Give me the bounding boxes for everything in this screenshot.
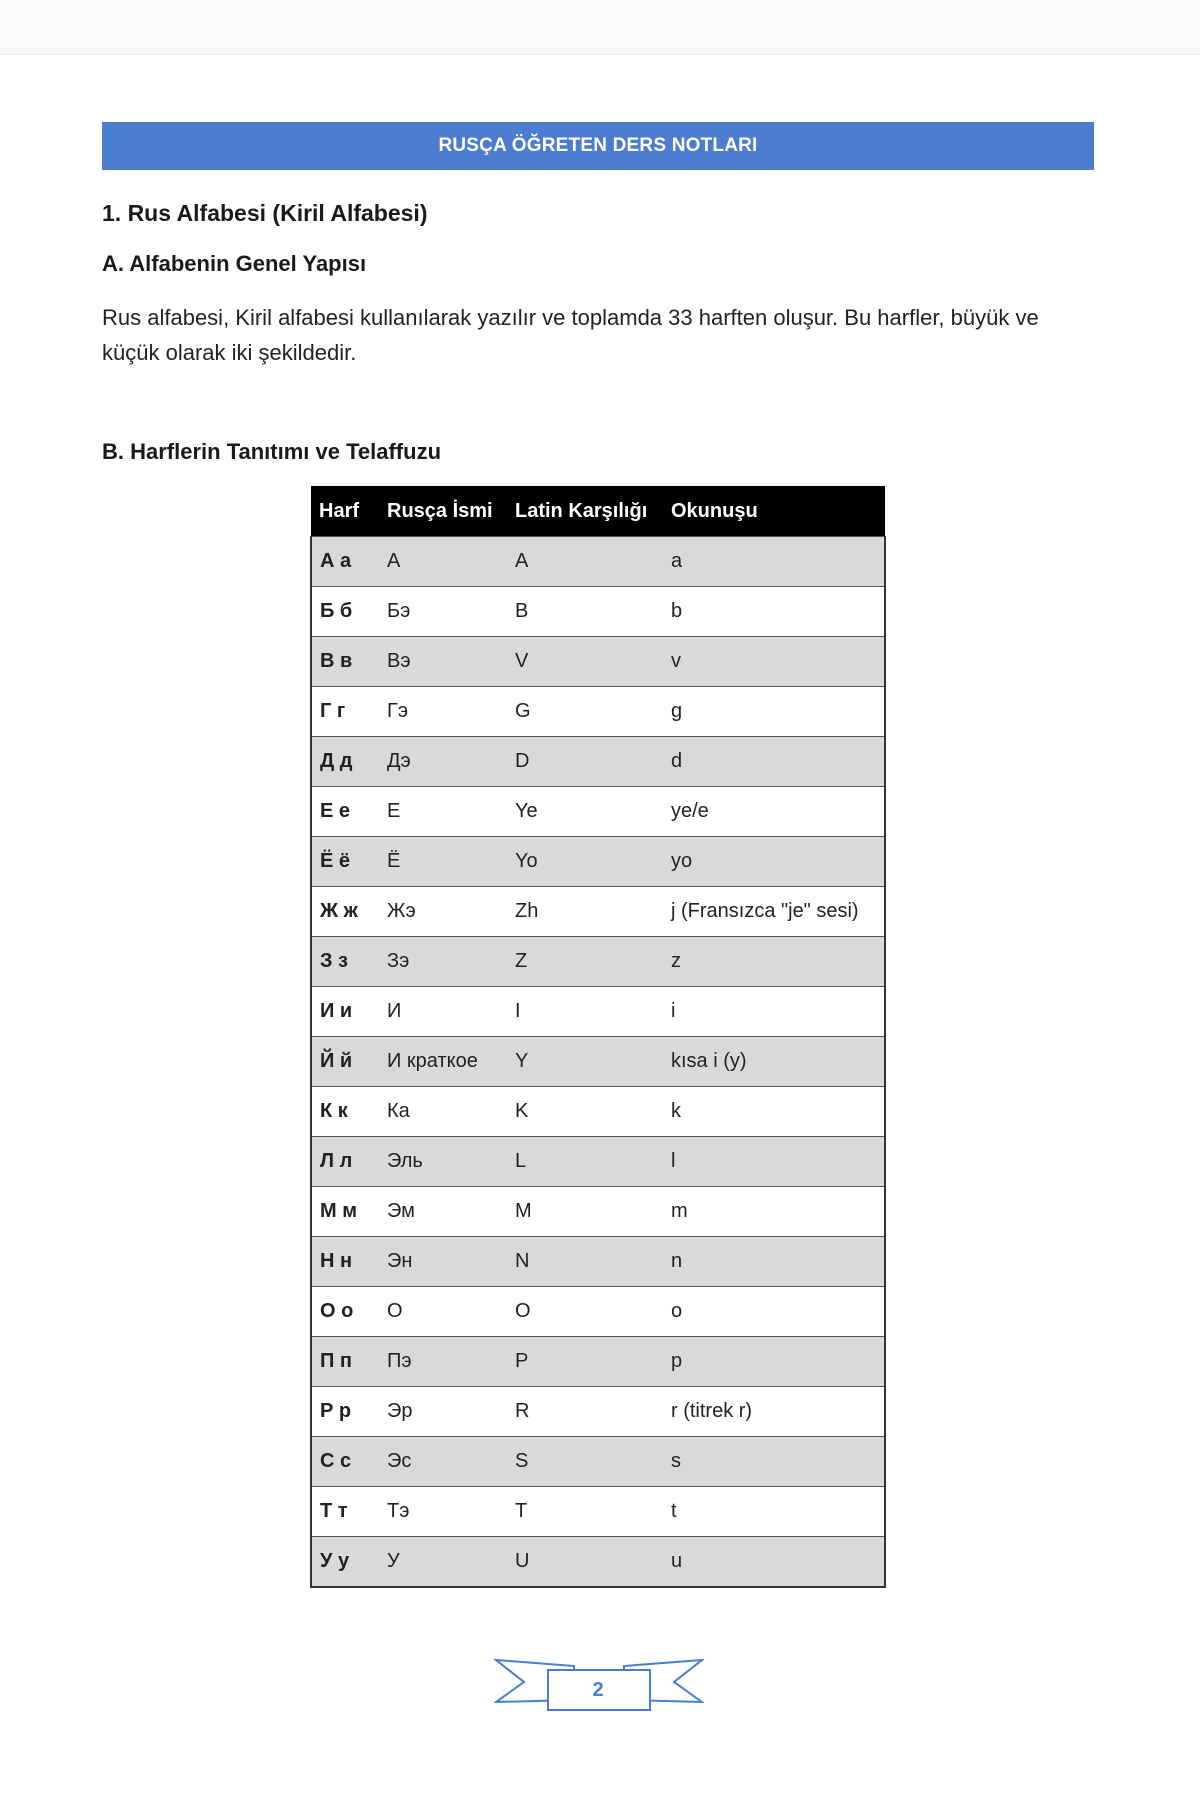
cell-letter: И и <box>311 987 379 1037</box>
subheading-general-structure: A. Alfabenin Genel Yapısı <box>102 251 367 276</box>
cell-letter: Ё ё <box>311 837 379 887</box>
table-row <box>311 787 885 837</box>
alphabet-table-body <box>311 537 885 1588</box>
alphabet-table <box>310 486 886 1588</box>
table-row <box>311 1187 885 1237</box>
cell-russian-name: Зэ <box>379 937 507 987</box>
cell-letter: Д д <box>311 737 379 787</box>
cell-russian-name: Эн <box>379 1237 507 1287</box>
document-banner: RUSÇA ÖĞRETEN DERS NOTLARI <box>102 122 1094 170</box>
cell-pronunciation: kısa i (y) <box>663 1037 885 1087</box>
cell-pronunciation: u <box>663 1537 885 1588</box>
cell-pronunciation: l <box>663 1137 885 1187</box>
cell-latin: M <box>507 1187 663 1237</box>
cell-letter: А а <box>311 537 379 587</box>
cell-pronunciation: s <box>663 1437 885 1487</box>
cell-pronunciation: m <box>663 1187 885 1237</box>
cell-letter: Ж ж <box>311 887 379 937</box>
cell-letter: Г г <box>311 687 379 737</box>
cell-russian-name: Вэ <box>379 637 507 687</box>
table-row <box>311 687 885 737</box>
table-row <box>311 1387 885 1437</box>
subheading-letters-pronunciation: B. Harflerin Tanıtımı ve Telaffuzu <box>102 439 442 464</box>
cell-pronunciation: yo <box>663 837 885 887</box>
cell-latin: Ye <box>507 787 663 837</box>
table-row <box>311 937 885 987</box>
cell-letter: С с <box>311 1437 379 1487</box>
table-row <box>311 1537 885 1588</box>
cell-letter: Л л <box>311 1137 379 1187</box>
column-header-harf: Harf <box>311 486 379 537</box>
cell-russian-name: Эм <box>379 1187 507 1237</box>
cell-latin: N <box>507 1237 663 1287</box>
cell-latin: Y <box>507 1037 663 1087</box>
cell-latin: Z <box>507 937 663 987</box>
cell-russian-name: И <box>379 987 507 1037</box>
cell-letter: М м <box>311 1187 379 1237</box>
cell-letter: Н н <box>311 1237 379 1287</box>
cell-russian-name: Эль <box>379 1137 507 1187</box>
cell-latin: I <box>507 987 663 1037</box>
table-row <box>311 1337 885 1387</box>
table-row <box>311 837 885 887</box>
cell-latin: R <box>507 1387 663 1437</box>
cell-russian-name: Эс <box>379 1437 507 1487</box>
cell-pronunciation: p <box>663 1337 885 1387</box>
cell-pronunciation: b <box>663 587 885 637</box>
cell-pronunciation: g <box>663 687 885 737</box>
cell-latin: O <box>507 1287 663 1337</box>
cell-russian-name: А <box>379 537 507 587</box>
cell-pronunciation: t <box>663 1487 885 1537</box>
cell-russian-name: Жэ <box>379 887 507 937</box>
table-row <box>311 1237 885 1287</box>
cell-russian-name: Дэ <box>379 737 507 787</box>
cell-russian-name: О <box>379 1287 507 1337</box>
column-header-latin: Latin Karşılığı <box>507 486 663 537</box>
table-row <box>311 737 885 787</box>
cell-latin: G <box>507 687 663 737</box>
cell-pronunciation: o <box>663 1287 885 1337</box>
cell-pronunciation: ye/e <box>663 787 885 837</box>
cell-latin: Yo <box>507 837 663 887</box>
cell-pronunciation: d <box>663 737 885 787</box>
column-header-russian-name: Rusça İsmi <box>379 486 507 537</box>
cell-russian-name: Ё <box>379 837 507 887</box>
cell-letter: З з <box>311 937 379 987</box>
cell-pronunciation: a <box>663 537 885 587</box>
page-number: 2 <box>592 1678 604 1701</box>
section-heading-alphabet: 1. Rus Alfabesi (Kiril Alfabesi) <box>102 200 428 226</box>
table-row <box>311 1137 885 1187</box>
cell-latin: Zh <box>507 887 663 937</box>
cell-letter: Т т <box>311 1487 379 1537</box>
cell-latin: P <box>507 1337 663 1387</box>
cell-letter: К к <box>311 1087 379 1137</box>
table-row <box>311 1437 885 1487</box>
cell-russian-name: Е <box>379 787 507 837</box>
table-row <box>311 637 885 687</box>
cell-russian-name: Бэ <box>379 587 507 637</box>
cell-pronunciation: j (Fransızca "je" sesi) <box>663 887 885 937</box>
table-row <box>311 587 885 637</box>
top-bar <box>0 0 1200 55</box>
cell-pronunciation: k <box>663 1087 885 1137</box>
cell-latin: D <box>507 737 663 787</box>
cell-russian-name: У <box>379 1537 507 1588</box>
cell-latin: S <box>507 1437 663 1487</box>
cell-letter: П п <box>311 1337 379 1387</box>
cell-letter: Й й <box>311 1037 379 1087</box>
cell-latin: L <box>507 1137 663 1187</box>
cell-pronunciation: v <box>663 637 885 687</box>
table-row <box>311 537 885 587</box>
table-row <box>311 1287 885 1337</box>
table-row <box>311 987 885 1037</box>
cell-latin: T <box>507 1487 663 1537</box>
cell-letter: У у <box>311 1537 379 1588</box>
cell-pronunciation: i <box>663 987 885 1037</box>
cell-latin: U <box>507 1537 663 1588</box>
cell-pronunciation: z <box>663 937 885 987</box>
cell-russian-name: Ка <box>379 1087 507 1137</box>
cell-letter: Р р <box>311 1387 379 1437</box>
cell-russian-name: Пэ <box>379 1337 507 1387</box>
cell-letter: Б б <box>311 587 379 637</box>
table-row <box>311 1087 885 1137</box>
cell-letter: О о <box>311 1287 379 1337</box>
cell-letter: В в <box>311 637 379 687</box>
cell-latin: V <box>507 637 663 687</box>
cell-pronunciation: n <box>663 1237 885 1287</box>
cell-russian-name: Эр <box>379 1387 507 1437</box>
table-row <box>311 887 885 937</box>
table-row <box>311 1037 885 1087</box>
cell-russian-name: Гэ <box>379 687 507 737</box>
cell-latin: B <box>507 587 663 637</box>
cell-russian-name: И краткое <box>379 1037 507 1087</box>
cell-letter: Е е <box>311 787 379 837</box>
cell-russian-name: Тэ <box>379 1487 507 1537</box>
table-header-row <box>311 486 885 537</box>
table-row <box>311 1487 885 1537</box>
column-header-pronunciation: Okunuşu <box>663 486 885 537</box>
cell-latin: K <box>507 1087 663 1137</box>
intro-paragraph: Rus alfabesi, Kiril alfabesi kullanılarak yazılır ve toplamda 33 harften oluşur. Bu harfler, büyük ve küçük olarak iki şekildedir. <box>102 305 1039 365</box>
cell-pronunciation: r (titrek r) <box>663 1387 885 1437</box>
cell-latin: A <box>507 537 663 587</box>
